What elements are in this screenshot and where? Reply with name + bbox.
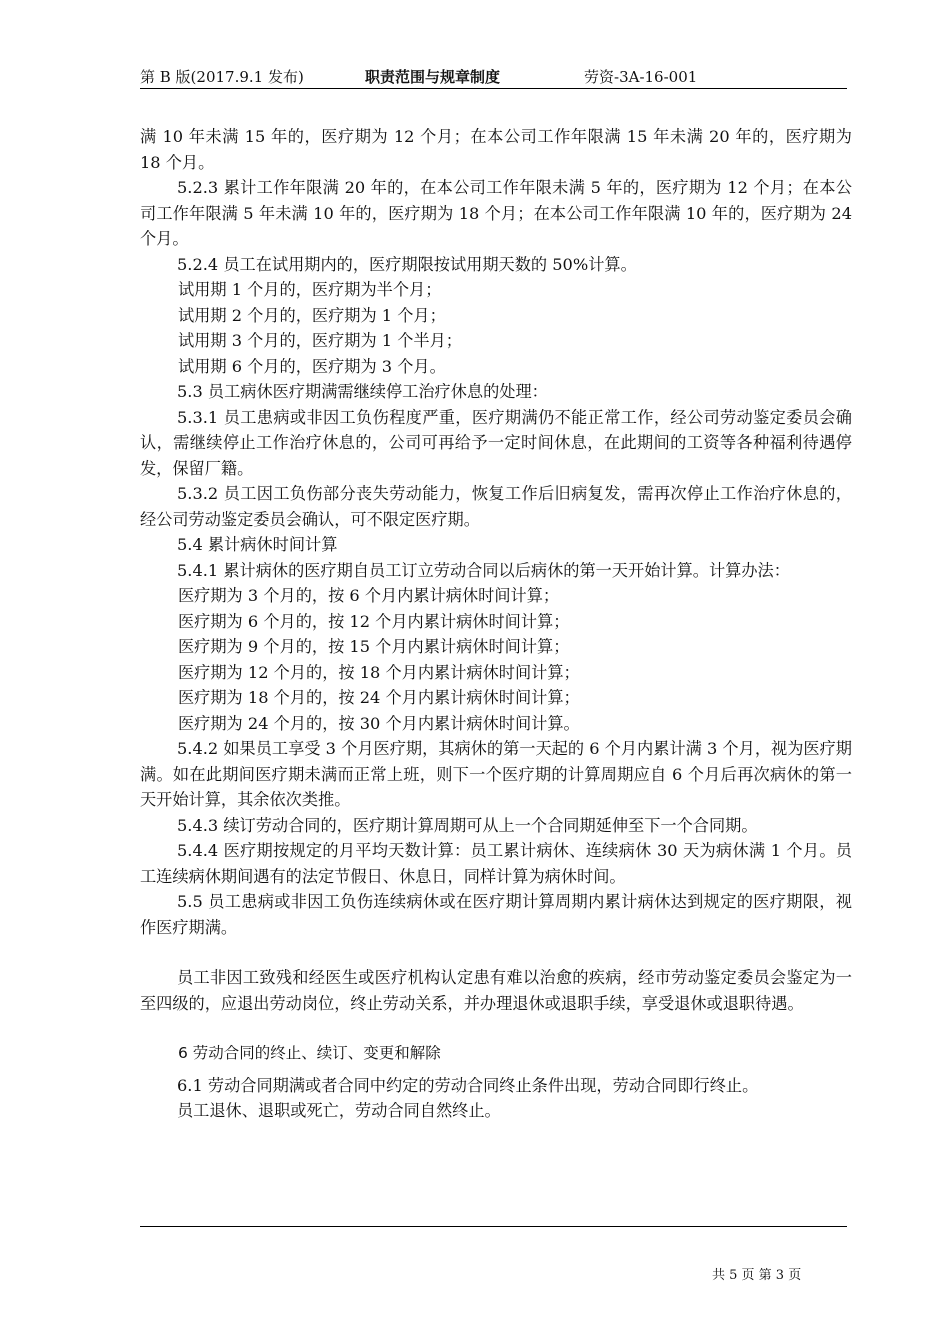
page-number: 共 5 页 第 3 页 — [712, 1268, 802, 1283]
paragraph: 满 10 年未满 15 年的，医疗期为 12 个月；在本公司工作年限满 15 年未满 20 年的，医疗期为 18 个月。 — [140, 127, 852, 172]
clause-5-2-3: 5.2.3 累计工作年限满 20 年的，在本公司工作年限未满 5 年的，医疗期为 12 个月；在本公司工作年限满 5 年未满 10 年的，医疗期为 18 个月；在本公司工作年限满 10 年的，医疗期为 24 个月。 — [140, 178, 852, 248]
list-item: 试用期 1 个月的，医疗期为半个月； — [178, 280, 442, 299]
clause-5-3: 5.3 员工病休医疗期满需继续停工治疗休息的处理： — [177, 382, 548, 401]
clause-5-2-4: 5.2.4 员工在试用期内的，医疗期限按试用期天数的 50%计算。 — [177, 254, 637, 274]
list-item: 医疗期为 6 个月的，按 12 个月内累计病休时间计算； — [178, 611, 570, 631]
page-content — [140, 124, 852, 1124]
list-item: 试用期 2 个月的，医疗期为 1 个月； — [178, 305, 446, 325]
clause-5-4: 5.4 累计病休时间计算 — [177, 535, 338, 554]
document-code: 劳资-3A-16-001 — [584, 68, 698, 86]
clause-5-5: 5.5 员工患病或非因工负伤连续病休或在医疗期计算周期内累计病休达到规定的医疗期限，视作医疗期满。 — [140, 892, 852, 937]
list-item: 医疗期为 18 个月的，按 24 个月内累计病休时间计算； — [178, 688, 580, 707]
document-title: 职责范围与规章制度 — [365, 68, 501, 86]
list-item: 试用期 3 个月的，医疗期为 1 个半月； — [178, 331, 462, 350]
clause-5-3-1: 5.3.1 员工患病或非因工负伤程度严重，医疗期满仍不能正常工作，经公司劳动鉴定委员会确认，需继续停止工作治疗休息的，公司可再给予一定时间休息，在此期间的工资等各种福利待遇停发，保留厂籍。 — [140, 407, 852, 478]
list-item: 试用期 6 个月的，医疗期为 3 个月。 — [178, 356, 446, 376]
section-heading: 6 劳动合同的终止、续订、变更和解除 — [178, 1044, 441, 1062]
clause-5-4-2: 5.4.2 如果员工享受 3 个月医疗期，其病休的第一天起的 6 个月内累计满 3 个月，视为医疗期满。如在此期间医疗期未满而正常上班，则下一个医疗期的计算周期应自 6 个月后再次病休的第一天开始计算，其余依次类推。 — [140, 739, 852, 809]
clause-6-1: 6.1 劳动合同期满或者合同中约定的劳动合同终止条件出现，劳动合同即行终止。 — [177, 1075, 759, 1095]
clause-5-4-3: 5.4.3 续订劳动合同的，医疗期计算周期可从上一个合同期延伸至下一个合同期。 — [177, 815, 758, 835]
list-item: 医疗期为 3 个月的，按 6 个月内累计病休时间计算； — [178, 586, 560, 605]
page-header — [140, 66, 847, 89]
paragraph: 员工退休、退职或死亡，劳动合同自然终止。 — [177, 1101, 501, 1120]
list-item: 医疗期为 24 个月的，按 30 个月内累计病休时间计算。 — [178, 713, 580, 733]
clause-5-4-1: 5.4.1 累计病休的医疗期自员工订立劳动合同以后病休的第一天开始计算。计算办法： — [177, 560, 790, 580]
list-item: 医疗期为 9 个月的，按 15 个月内累计病休时间计算； — [178, 637, 570, 656]
footer-divider — [140, 1226, 847, 1227]
clause-5-4-4: 5.4.4 医疗期按规定的月平均天数计算：员工累计病休、连续病休 30 天为病休满 1 个月。员工连续病休期间遇有的法定节假日、休息日，同样计算为病休时间。 — [140, 841, 852, 886]
clause-5-3-2: 5.3.2 员工因工负伤部分丧失劳动能力，恢复工作后旧病复发，需再次停止工作治疗休息的，经公司劳动鉴定委员会确认，可不限定医疗期。 — [140, 484, 852, 529]
paragraph: 员工非因工致残和经医生或医疗机构认定患有难以治愈的疾病，经市劳动鉴定委员会鉴定为一至四级的，应退出劳动岗位，终止劳动关系，并办理退休或退职手续，享受退休或退职待遇。 — [140, 968, 852, 1013]
version-label: 第 B 版(2017.9.1 发布) — [140, 68, 304, 86]
list-item: 医疗期为 12 个月的，按 18 个月内累计病休时间计算； — [178, 662, 580, 682]
